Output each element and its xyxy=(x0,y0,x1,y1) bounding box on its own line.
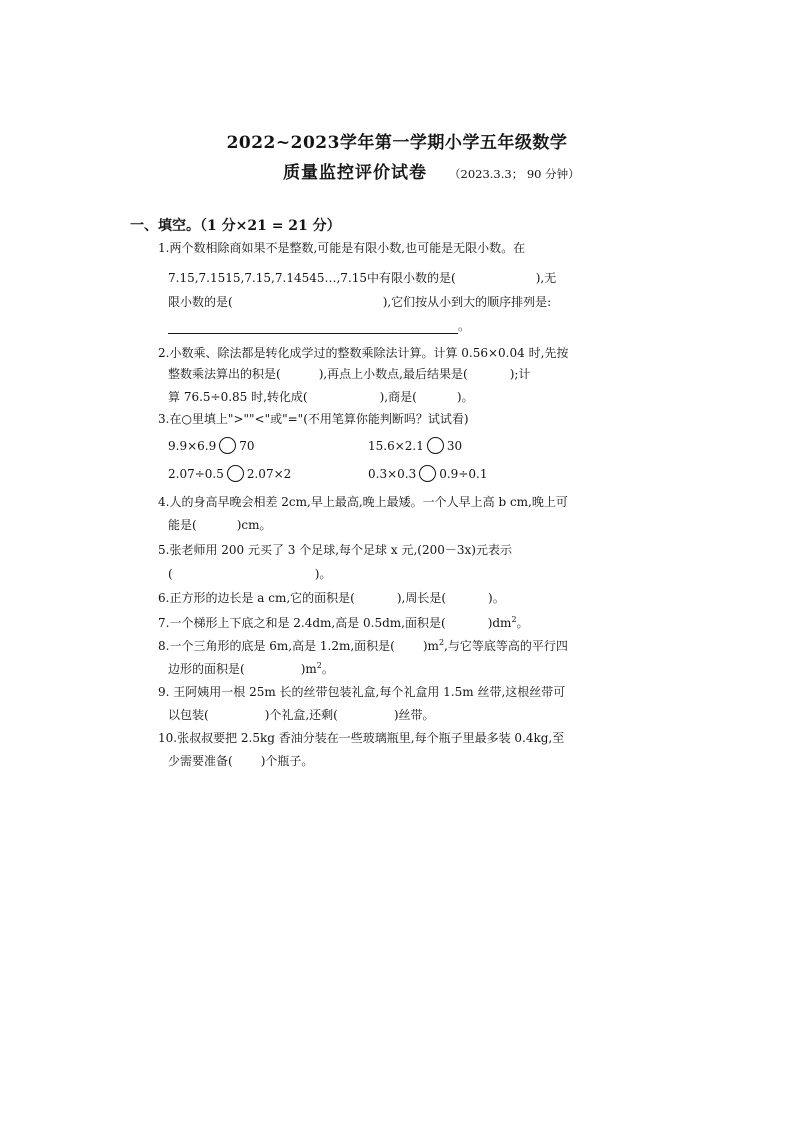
q8-text: )m xyxy=(300,662,317,676)
q9-line1: 9. 王阿姨用一根 25m 长的丝带包装礼盒,每个礼盒用 1.5m 丝带,这根丝带可 xyxy=(158,685,566,699)
q2-text: );计 xyxy=(509,367,531,381)
q8-text: 。 xyxy=(321,662,334,676)
q10-line1: 10.张叔叔要把 2.5kg 香油分装在一些玻璃瓶里,每个瓶子里最多装 0.4kg,至 xyxy=(158,731,565,745)
q3-expr: 70 xyxy=(239,439,255,453)
q1-line1: 1.两个数相除商如果不是整数,可能是有限小数,也可能是无限小数。在 xyxy=(158,241,526,255)
q9-text: 以包装( xyxy=(168,708,209,722)
q3-circle-2[interactable] xyxy=(427,437,444,454)
q8-superscript: 2 xyxy=(316,661,322,670)
q1-text: 限小数的是( xyxy=(168,295,233,309)
q7-line xyxy=(158,612,633,631)
exam-title: 2022~2023学年第一学期小学五年级数学 xyxy=(226,133,568,153)
q10-line2 xyxy=(168,753,643,769)
q5-line2 xyxy=(168,566,643,582)
q6-text: )。 xyxy=(488,591,505,605)
q3-expr: 9.9×6.9 xyxy=(168,439,217,453)
q6-text: 6.正方形的边长是 a cm,它的面积是( xyxy=(158,591,355,605)
q10-text: 少需要准备( xyxy=(168,754,233,768)
q3-expr: 2.07÷0.5 xyxy=(168,467,224,481)
q1-line3 xyxy=(168,294,643,310)
q6-text: ),周长是( xyxy=(396,591,447,605)
q1-line4 xyxy=(168,318,643,334)
q9-text: )个礼盒,还剩( xyxy=(264,708,338,722)
subtitle-text: 质量监控评价试卷 xyxy=(283,163,427,183)
q3-circle-4[interactable] xyxy=(419,465,436,482)
q1-line2 xyxy=(168,270,643,286)
q2-line1: 2.小数乘、除法都是转化成学过的整数乘除法计算。计算 0.56×0.04 时,先按 xyxy=(158,346,569,360)
exam-subtitle xyxy=(283,158,580,183)
q3-compare-4 xyxy=(368,465,548,482)
q1-text: 。 xyxy=(458,319,471,333)
q4-line1: 4.人的身高早晚会相差 2cm,早上最高,晚上最矮。一个人早上高 b cm,晚上可 xyxy=(158,495,568,509)
q7-text: 。 xyxy=(516,616,529,630)
exam-date: （2023.3.3； 90 分钟） xyxy=(449,167,580,181)
q9-text: )丝带。 xyxy=(393,708,435,722)
q5-text: ( xyxy=(168,567,173,581)
q7-text: )dm xyxy=(487,616,512,630)
q4-text: )cm。 xyxy=(236,518,272,532)
q2-text: ),再点上小数点,最后结果是( xyxy=(318,367,468,381)
q3-compare-3 xyxy=(168,465,338,482)
q3-compare-2 xyxy=(368,437,548,454)
q7-text: 7.一个梯形上下底之和是 2.4dm,高是 0.5dm,面积是( xyxy=(158,616,446,630)
q3-expr: 0.3×0.3 xyxy=(368,467,417,481)
q3-circle-3[interactable] xyxy=(227,465,244,482)
q3-line1: 3.在○里填上">""<"或"="(不用笔算你能判断吗？试试看) xyxy=(158,412,469,426)
q3-circle-1[interactable] xyxy=(219,437,236,454)
q2-text: ),商是( xyxy=(379,390,417,404)
q8-text: ,与它等底等高的平行四 xyxy=(444,639,568,653)
q8-superscript: 2 xyxy=(438,638,445,647)
q5-text: )。 xyxy=(314,567,332,581)
q8-text: 边形的面积是( xyxy=(168,662,245,676)
q3-compare-1 xyxy=(168,437,338,454)
q4-text: 能是( xyxy=(168,518,197,532)
q10-text: )个瓶子。 xyxy=(260,754,314,768)
q1-text: 7.15,7.1515,7.15̇,7.14545…,7.15中有限小数的是( xyxy=(168,271,456,285)
q5-line1: 5.张老师用 200 元买了 3 个足球,每个足球 x 元,(200－3x)元表示 xyxy=(158,543,512,557)
q3-expr: 0.9÷0.1 xyxy=(439,467,488,481)
q3-expr: 2.07×2 xyxy=(246,467,292,481)
q9-line2 xyxy=(168,707,643,723)
q3-expr: 15.6×2.1 xyxy=(368,439,424,453)
q8-line2 xyxy=(168,658,643,677)
q2-line3 xyxy=(168,389,643,405)
q8-line1 xyxy=(158,635,633,654)
q1-text: ),它们按从小到大的顺序排列是: xyxy=(382,295,552,309)
q1-text: ),无 xyxy=(535,271,557,285)
section-heading: 一、填空。（1 分×21 = 21 分） xyxy=(130,218,341,234)
q4-line2 xyxy=(168,517,643,533)
q2-line2 xyxy=(168,366,643,382)
q1-blank-order[interactable] xyxy=(168,321,458,334)
q2-text: 算 76.5÷0.85 时,转化成( xyxy=(168,390,308,404)
q2-text: )。 xyxy=(456,390,474,404)
q3-expr: 30 xyxy=(446,439,463,453)
q8-text: )m xyxy=(422,639,439,653)
q7-superscript: 2 xyxy=(511,615,517,624)
q8-text: 8.一个三角形的底是 6m,高是 1.2m,面积是( xyxy=(158,639,395,653)
q6-line xyxy=(158,590,633,606)
q2-text: 整数乘法算出的积是( xyxy=(168,367,281,381)
